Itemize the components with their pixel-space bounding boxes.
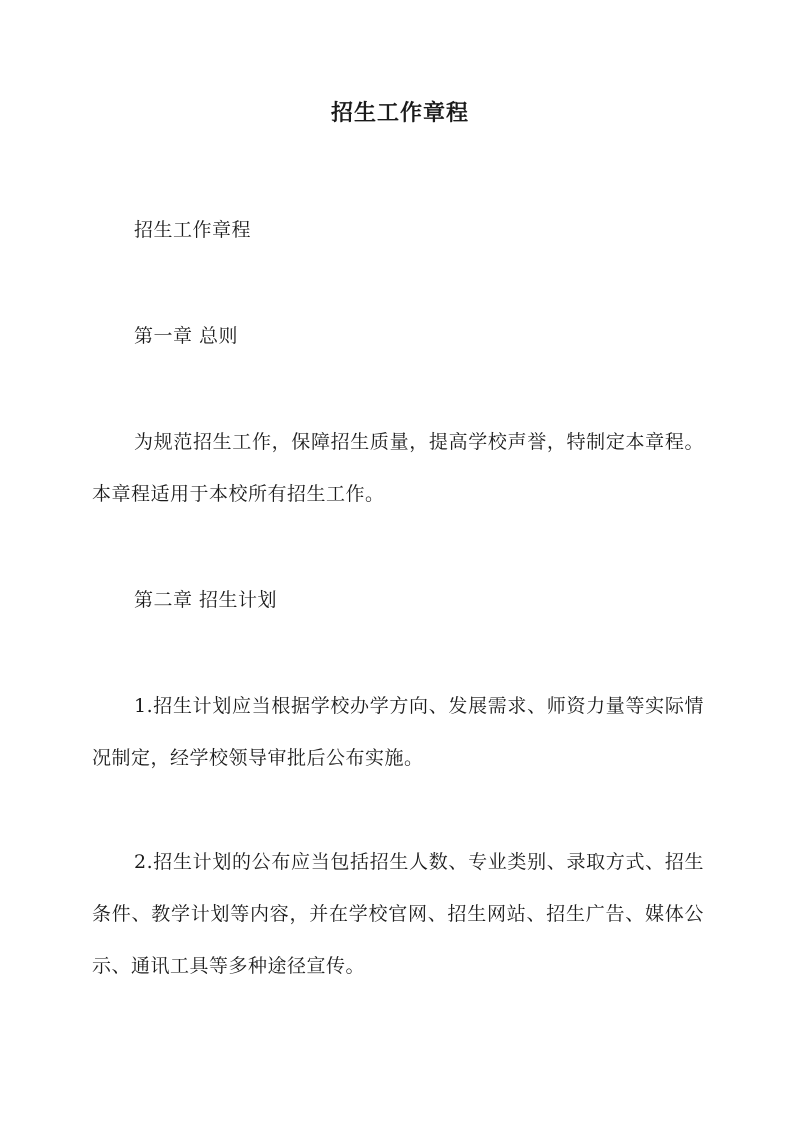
chapter-1-heading: 第一章 总则 bbox=[134, 325, 239, 347]
chapter-2-heading: 第二章 招生计划 bbox=[134, 589, 278, 611]
document-title: 招生工作章程 bbox=[330, 100, 469, 126]
chapter-2-item-1: 1.招生计划应当根据学校办学方向、发展需求、师资力量等实际情况制定，经学校领导审批后公布实施。 bbox=[92, 695, 704, 769]
chapter-1-body: 为规范招生工作，保障招生质量，提高学校声誉，特制定本章程。本章程适用于本校所有招生工作。 bbox=[92, 431, 704, 505]
document-subtitle: 招生工作章程 bbox=[134, 219, 252, 241]
chapter-2-item-2: 2.招生计划的公布应当包括招生人数、专业类别、录取方式、招生条件、教学计划等内容，并在学校官网、招生网站、招生广告、媒体公示、通讯工具等多种途径宣传。 bbox=[92, 851, 704, 977]
